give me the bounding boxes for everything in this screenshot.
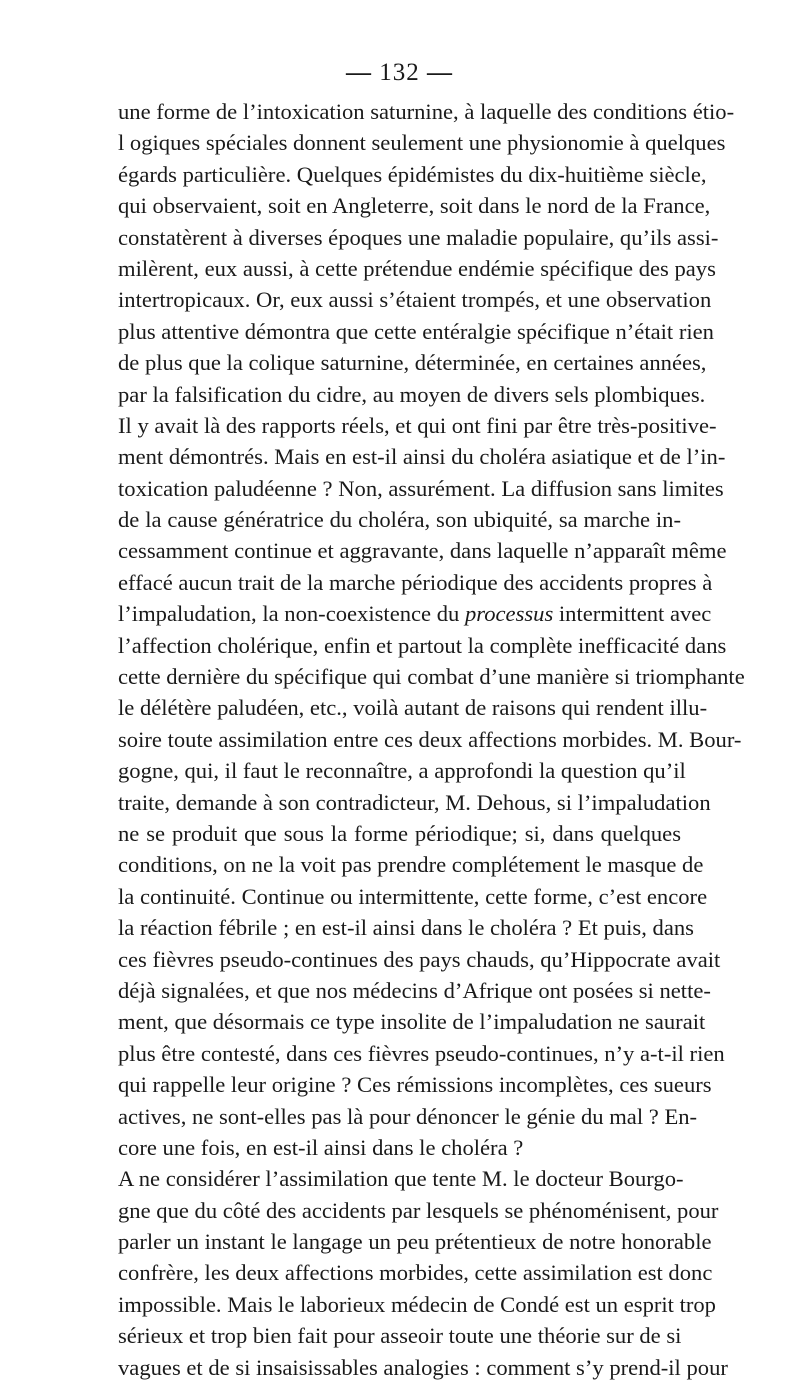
text-line: la réaction fébrile ; en est-il ainsi dans le choléra ? Et puis, dans: [118, 915, 694, 941]
text-line: gne que du côté des accidents par lesquels se phénoménisent, pour: [118, 1197, 719, 1223]
text-line: soire toute assimilation entre ces deux affections morbides. M. Bour-: [118, 726, 742, 752]
text-line: conditions, on ne la voit pas prendre complétement le masque de: [118, 852, 704, 878]
text-line: cessamment continue et aggravante, dans laquelle n’apparaît même: [118, 538, 727, 564]
text-line: impossible. Mais le laborieux médecin de Condé est un esprit trop: [118, 1291, 716, 1317]
text-line: égards particulière. Quelques épidémistes du dix-huitième siècle,: [118, 161, 707, 187]
text-line: gogne, qui, il faut le reconnaître, a approfondi la question qu’il: [118, 758, 686, 784]
text-line: milèrent, eux aussi, à cette prétendue endémie spécifique des pays: [118, 255, 716, 281]
text-line: cette dernière du spécifique qui combat d’une manière si triomphante: [118, 664, 745, 690]
text-line: ment démontrés. Mais en est-il ainsi du choléra asiatique et de l’in-: [118, 444, 726, 470]
text-line: la continuité. Continue ou intermittente, cette forme, c’est encore: [118, 883, 708, 909]
text-line: constatèrent à diverses époques une maladie populaire, qu’ils assi-: [118, 224, 719, 250]
text-line: Il y avait là des rapports réels, et qui ont fini par être très-positive-: [118, 412, 717, 438]
text-line: actives, ne sont-elles pas là pour dénoncer le génie du mal ? En-: [118, 1103, 698, 1129]
page-number: 132: [379, 59, 420, 86]
text-line: de la cause génératrice du choléra, son ubiquité, sa marche in-: [118, 507, 681, 533]
italic-term: processus: [464, 601, 554, 627]
text-line: parler un instant le langage un peu prétentieux de notre honorable: [118, 1229, 712, 1255]
page-number-header: [118, 58, 681, 88]
text-line: effacé aucun trait de la marche périodique des accidents propres à: [118, 569, 713, 595]
document-page: [118, 58, 745, 1383]
text-line: déjà signalées, et que nos médecins d’Afrique ont posées si nette-: [118, 977, 711, 1003]
paragraph-start-line: A ne considérer l’assimilation que tente M. le docteur Bourgo-: [118, 1166, 684, 1192]
text-line: plus être contesté, dans ces fièvres pseudo-continues, n’y a-t-il rien: [118, 1040, 725, 1066]
text-line: ces fièvres pseudo-continues des pays chauds, qu’Hippocrate avait: [118, 946, 721, 972]
body-text: [118, 96, 745, 1383]
text-line: qui observaient, soit en Angleterre, soit dans le nord de la France,: [118, 193, 711, 219]
text-line: une forme de l’intoxication saturnine, à laquelle des conditions étio-: [118, 99, 735, 124]
text-line: ment, que désormais ce type insolite de l’impaludation ne saurait: [118, 1009, 706, 1035]
paragraph-end-line: core une fois, en est-il ainsi dans le choléra ?: [118, 1134, 524, 1160]
text-line-with-italic: l’impaludation, la non-coexistence du processus intermittent avec: [118, 601, 712, 627]
text-line: plus attentive démontra que cette entéralgie spécifique n’était rien: [118, 318, 714, 344]
text-line: intertropicaux. Or, eux aussi s’étaient trompés, et une observation: [118, 287, 712, 313]
text-line: confrère, les deux affections morbides, cette assimilation est donc: [118, 1260, 713, 1286]
text-line: traite, demande à son contradicteur, M. Dehous, si l’impaludation: [118, 789, 711, 815]
text-line: le délétère paludéen, etc., voilà autant de raisons qui rendent illu-: [118, 695, 708, 721]
text-line: qui rappelle leur origine ? Ces rémissions incomplètes, ces sueurs: [118, 1072, 712, 1098]
text-line: de plus que la colique saturnine, déterminée, en certaines années,: [118, 350, 707, 376]
text-line: ne se produit que sous la forme périodique; si, dans quelques: [118, 820, 681, 846]
text-line: l’affection cholérique, enfin et partout la complète inefficacité dans: [118, 632, 727, 658]
page-number-dash-right: —: [427, 59, 453, 86]
text-line: vagues et de si insaisissables analogies : comment s’y prend-il pour: [118, 1354, 728, 1380]
page-number-dash-left: —: [346, 59, 372, 86]
text-line: par la falsification du cidre, au moyen de divers sels plombiques.: [118, 381, 706, 407]
text-line: sérieux et trop bien fait pour asseoir toute une théorie sur de si: [118, 1323, 682, 1349]
text-line: toxication paludéenne ? Non, assurément. La diffusion sans limites: [118, 475, 724, 501]
text-line: l ogiques spéciales donnent seulement une physionomie à quelques: [118, 130, 726, 156]
